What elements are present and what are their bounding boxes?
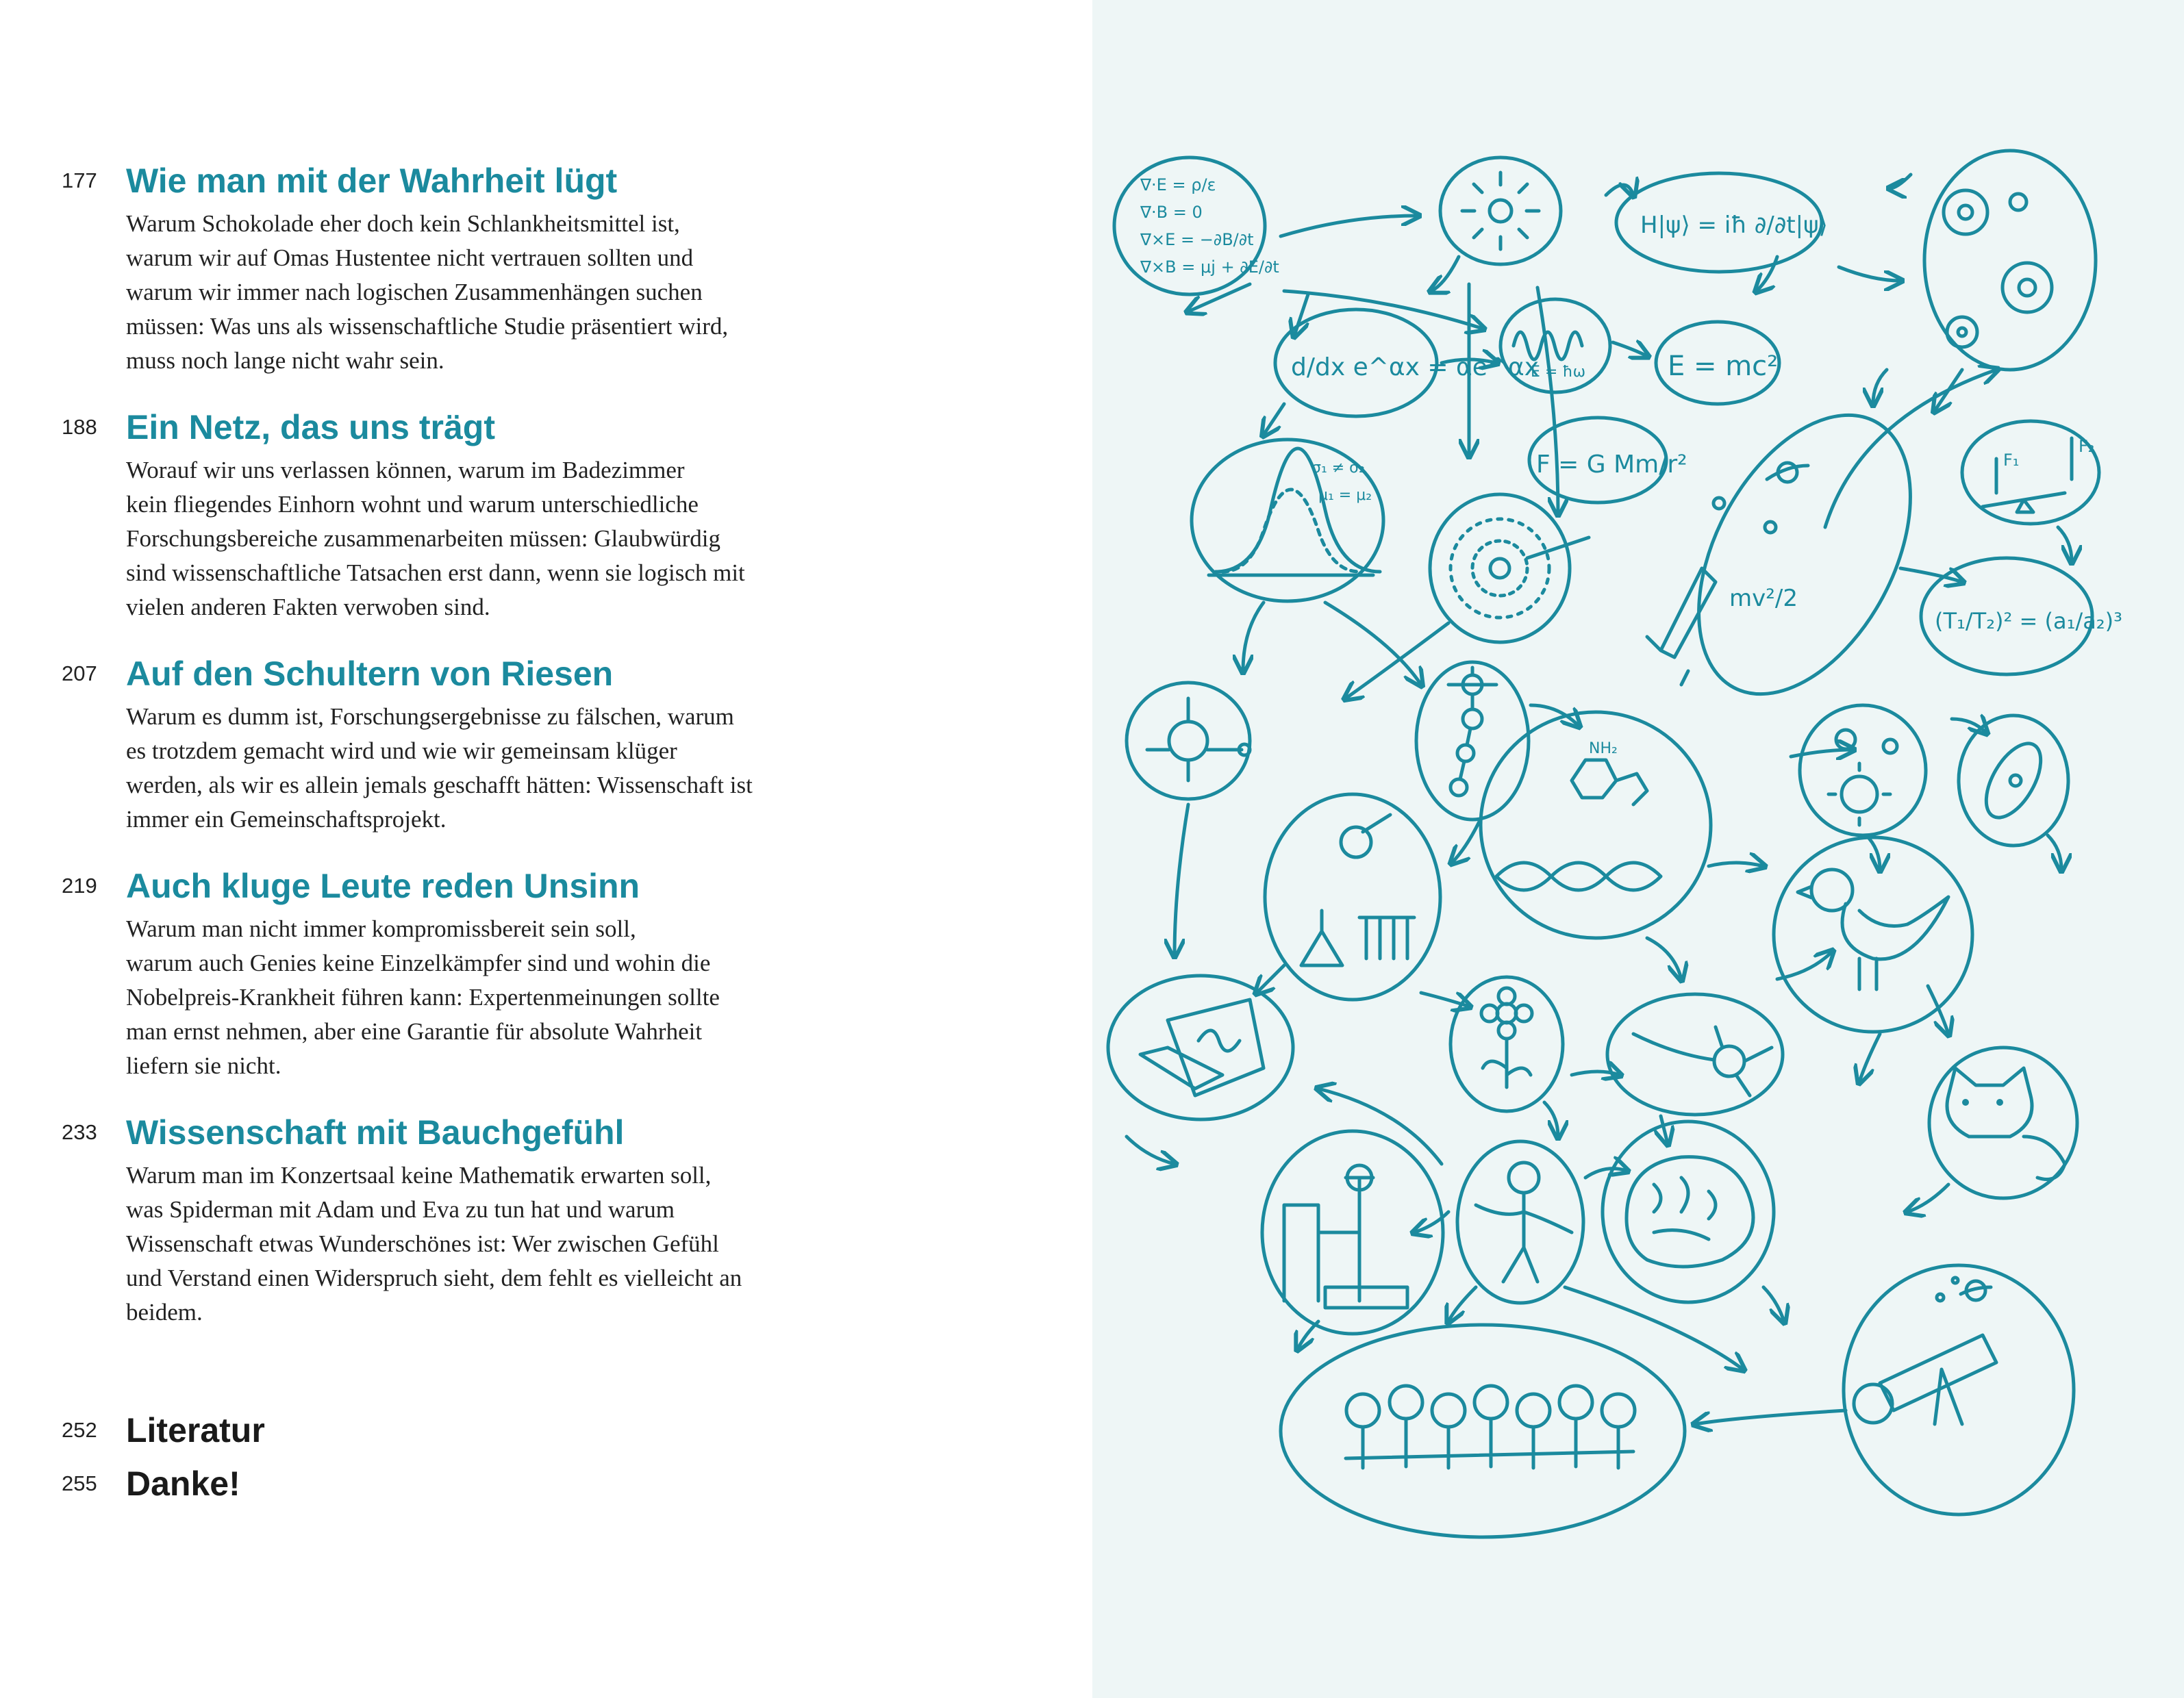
toc-thanks-title[interactable]: Danke!: [126, 1465, 240, 1503]
schroedinger-formula: H|ψ⟩ = iħ ∂/∂t|ψ⟩: [1640, 212, 1828, 239]
wave-bubble: [1501, 299, 1610, 392]
maxwell-line-3: ∇×E = −∂B/∂t: [1140, 230, 1254, 249]
toc-page-number: 207: [62, 661, 97, 685]
toc-page-number: 233: [62, 1120, 97, 1144]
toc-chapter-summary: Warum Schokolade eher doch kein Schlankheitsmittel ist, warum wir auf Omas Hustentee nicht vertrauen sollten und warum wir immer nach logischen Zusammenhängen suchen müssen: Was uns als wissenschaftliche Studie präsentiert wird, muss noch lange nicht wahr sein.: [126, 210, 729, 374]
maxwell-line-2: ∇·B = 0: [1140, 203, 1203, 222]
adenine-label: NH₂: [1589, 740, 1618, 757]
polymer-icon: [1416, 662, 1529, 820]
gears-icon: [1924, 151, 2096, 370]
kinetic-energy-formula: mv²/2: [1729, 585, 1798, 612]
gauss-label-1: σ₁ ≠ σ₂: [1311, 459, 1365, 477]
cat-icon: [1929, 1048, 2077, 1198]
toc-chapter-title[interactable]: Auch kluge Leute reden Unsinn: [126, 867, 640, 905]
derivative-formula: d/dx e^αx = αe^αx: [1291, 353, 1540, 381]
toc-chapter-summary: Worauf wir uns verlassen können, warum im Badezimmer kein fliegendes Einhorn wohnt und warum unterschiedliche Forschungsbereiche zusammenarbeiten müssen: Glaubwürdig sind wissenschaftliche Tatsachen erst dann, wenn sie logisch mit vielen anderen Fakten verwoben sind.: [126, 457, 745, 620]
wave-formula: E = ħω: [1531, 364, 1586, 381]
brain-icon: [1603, 1122, 1774, 1302]
maxwell-bubble: [1114, 157, 1279, 294]
telescope-icon: [1844, 1265, 2074, 1515]
lab-flask-icon: [1265, 794, 1440, 1000]
toc-chapter-summary: Warum man nicht immer kompromissbereit sein soll, warum auch Genies keine Einzelkämpfer sind und wohin die Nobelpreis-Krankheit führen kann: Expertenmeinungen sollte man ernst nehmen, aber eine Garantie für absolute Wahrheit liefern sie nicht.: [126, 915, 720, 1079]
toc-chapter-title[interactable]: Auf den Schultern von Riesen: [126, 655, 614, 693]
toc-chapter-title[interactable]: Wissenschaft mit Bauchgefühl: [126, 1113, 625, 1152]
virus-icon: [1800, 705, 1926, 835]
neuron-icon: [1607, 994, 1783, 1115]
toc-page-number: 188: [62, 415, 97, 439]
toc-page-number: 177: [62, 168, 97, 192]
gauss-label-2: μ₁ = μ₂: [1318, 487, 1372, 504]
right-page: [1092, 0, 2184, 1698]
derivative-bubble: [1275, 309, 1539, 416]
lever-label-1: F₁: [2003, 451, 2020, 470]
schroedinger-bubble: [1616, 173, 1828, 272]
kepler-formula: (T₁/T₂)² = (a₁/a₂)³: [1935, 608, 2122, 634]
gravity-bubble: [1529, 418, 1687, 503]
people-group-icon: [1281, 1325, 1685, 1537]
science-network-illustration: [1092, 0, 2184, 1698]
toc-chapter-title[interactable]: Wie man mit der Wahrheit lügt: [126, 162, 618, 200]
lever-icon: [1962, 421, 2099, 524]
toc-literature-title[interactable]: Literatur: [126, 1411, 265, 1449]
toc-page-number: 252: [62, 1418, 97, 1442]
flower-icon: [1451, 977, 1563, 1111]
atom-orbit-icon: [1430, 494, 1589, 642]
toc-chapter-summary: Warum es dumm ist, Forschungsergebnisse zu fälschen, warum es trotzdem gemacht wird und wie wir gemeinsam klüger werden, als wir es allein jemals geschafft hätten: Wissenschaft ist immer ein Gemeinschaftsprojekt.: [126, 703, 753, 833]
kepler-bubble: [1921, 558, 2122, 674]
maxwell-line-4: ∇×B = μj + ∂E/∂t: [1140, 257, 1279, 277]
molecule-icon: [1127, 683, 1250, 799]
laptop-icon: [1108, 976, 1293, 1119]
gravity-formula: F = G Mm/r²: [1536, 451, 1687, 479]
emc2-bubble: [1656, 322, 1779, 404]
bird-icon: [1774, 837, 1972, 1032]
toc-page-number: 255: [62, 1471, 97, 1495]
rocket-planet-bubble: [1647, 380, 1954, 730]
toc-chapter-summary: Warum man im Konzertsaal keine Mathematik erwarten soll, was Spiderman mit Adam und Eva zu tun hat und warum Wissenschaft etwas Wunderschönes ist: Wer zwischen Gefühl und Verstand einen Widerspruch sieht, dem fehlt es vielleicht an beidem.: [126, 1162, 742, 1326]
paramecium-icon: [1959, 715, 2068, 846]
lever-label-2: F₂: [2079, 437, 2095, 456]
maxwell-line-1: ∇·E = ρ/ε: [1140, 175, 1216, 194]
einstein-formula: E = mc²: [1668, 351, 1779, 382]
toc-page-number: 219: [62, 874, 97, 898]
sun-icon: [1440, 157, 1561, 264]
person-icon: [1457, 1141, 1583, 1303]
dna-icon: [1481, 712, 1711, 938]
gauss-curve-icon: [1192, 440, 1383, 601]
toc-chapter-title[interactable]: Ein Netz, das uns trägt: [126, 408, 495, 446]
